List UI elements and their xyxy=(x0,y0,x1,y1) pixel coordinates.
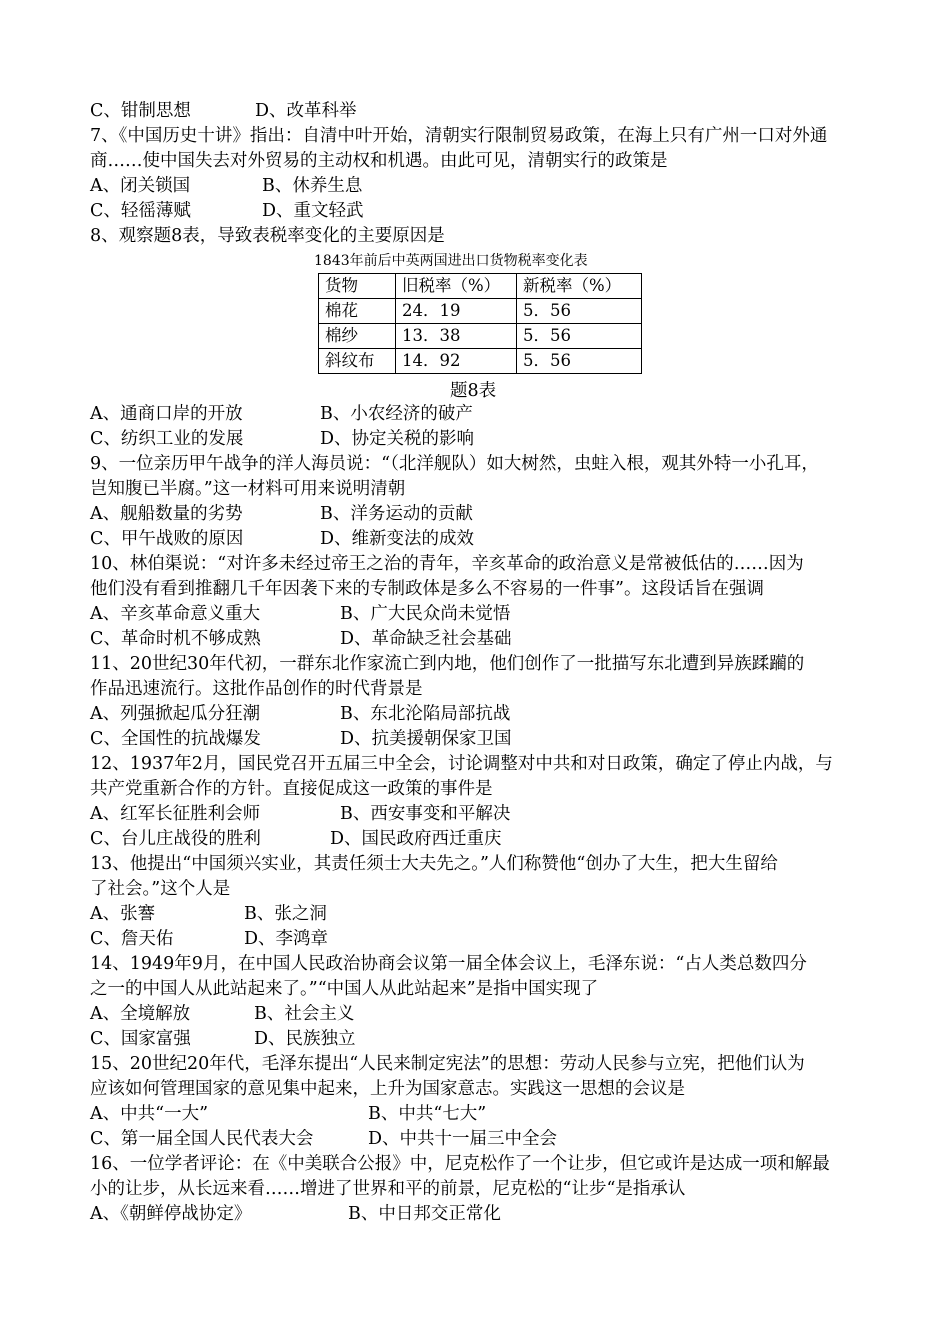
q16-stem-line-2: 小的让步，从长远来看……增进了世界和平的前景，尼克松的“让步“是指承认 xyxy=(90,1179,686,1199)
q7-stem-line-1: 7、《中国历史十讲》指出：自清中叶开始，清朝实行限制贸易政策，在海上只有广州一口对外通 xyxy=(90,126,828,146)
q15-option-b: B、中共“七大” xyxy=(368,1104,487,1124)
table-cell: 5．56 xyxy=(517,349,642,374)
table-header-row xyxy=(319,274,642,299)
q6-option-c: C、钳制思想 xyxy=(90,101,191,121)
q15-option-c: C、第一届全国人民代表大会 xyxy=(90,1129,314,1149)
q14-stem-line-2: 之一的中国人从此站起来了。”“中国人从此站起来”是指中国实现了 xyxy=(90,979,599,999)
q7-option-d: D、重文轻武 xyxy=(262,201,364,221)
table-cell: 24．19 xyxy=(396,299,517,324)
q7-option-c: C、轻徭薄赋 xyxy=(90,201,191,221)
q16-option-a: A、《朝鲜停战协定》 xyxy=(90,1204,252,1224)
q15-stem-line-2: 应该如何管理国家的意见集中起来，上升为国家意志。实践这一思想的会议是 xyxy=(90,1079,685,1099)
table-cell: 14．92 xyxy=(396,349,517,374)
q14-option-a: A、全境解放 xyxy=(90,1004,191,1024)
q10-stem-line-2: 他们没有看到推翻几千年因袭下来的专制政体是多么不容易的一件事”。这段话旨在强调 xyxy=(90,579,764,599)
q13-option-d: D、李鸿章 xyxy=(244,929,329,949)
q12-option-d: D、国民政府西迁重庆 xyxy=(330,829,502,849)
table-row xyxy=(319,324,642,349)
q10-option-a: A、辛亥革命意义重大 xyxy=(90,604,261,624)
table-header-cell: 新税率（%） xyxy=(517,274,642,299)
q9-option-a: A、舰船数量的劣势 xyxy=(90,504,243,524)
q11-stem-line-1: 11、20世纪30年代初，一群东北作家流亡到内地，他们创作了一批描写东北遭到异族蹂躏的 xyxy=(90,654,805,674)
q8-option-d: D、协定关税的影响 xyxy=(320,429,475,449)
table-cell: 5．56 xyxy=(517,324,642,349)
table-cell: 棉纱 xyxy=(319,324,396,349)
q8-option-c: C、纺织工业的发展 xyxy=(90,429,244,449)
table-cell: 5．56 xyxy=(517,299,642,324)
q12-option-a: A、红军长征胜利会师 xyxy=(90,804,261,824)
q14-option-d: D、民族独立 xyxy=(254,1029,356,1049)
q14-stem-line-1: 14、1949年9月，在中国人民政治协商会议第一届全体会议上，毛泽东说：“占人类总数四分 xyxy=(90,954,807,974)
q11-option-b: B、东北沦陷局部抗战 xyxy=(340,704,511,724)
q13-stem-line-2: 了社会。”这个人是 xyxy=(90,879,231,899)
q15-option-a: A、中共“一大” xyxy=(90,1104,209,1124)
q16-stem-line-1: 16、一位学者评论：在《中美联合公报》中，尼克松作了一个让步，但它或许是达成一项和解最 xyxy=(90,1154,830,1174)
q8-option-a: A、通商口岸的开放 xyxy=(90,404,243,424)
table-cell: 13．38 xyxy=(396,324,517,349)
q9-option-d: D、维新变法的成效 xyxy=(320,529,475,549)
table-row xyxy=(319,349,642,374)
q9-option-b: B、洋务运动的贡献 xyxy=(320,504,473,524)
q11-option-c: C、全国性的抗战爆发 xyxy=(90,729,261,749)
q14-option-b: B、社会主义 xyxy=(254,1004,355,1024)
q16-option-b: B、中日邦交正常化 xyxy=(348,1204,501,1224)
q10-option-c: C、革命时机不够成熟 xyxy=(90,629,261,649)
q10-stem-line-1: 10、林伯渠说：“对许多未经过帝王之治的青年，辛亥革命的政治意义是常被低估的……因为 xyxy=(90,554,804,574)
q7-option-a: A、闭关锁国 xyxy=(90,176,191,196)
q15-stem-line-1: 15、20世纪20年代，毛泽东提出“人民来制定宪法”的思想：劳动人民参与立宪，把他们认为 xyxy=(90,1054,805,1074)
q9-stem-line-1: 9、一位亲历甲午战争的洋人海员说：“（北洋舰队）如大树然，虫蛀入根，观其外特一小孔耳， xyxy=(90,454,819,474)
q6-option-d: D、改革科举 xyxy=(255,101,357,121)
q8-table-label: 题8表 xyxy=(450,381,497,401)
table-cell: 棉花 xyxy=(319,299,396,324)
q14-option-c: C、国家富强 xyxy=(90,1029,191,1049)
q8-option-b: B、小农经济的破产 xyxy=(320,404,473,424)
tax-rate-table xyxy=(318,273,642,374)
table-header-cell: 货物 xyxy=(319,274,396,299)
q7-option-b: B、休养生息 xyxy=(262,176,363,196)
table-cell: 斜纹布 xyxy=(319,349,396,374)
table-row xyxy=(319,299,642,324)
q13-option-a: A、张謇 xyxy=(90,904,156,924)
q12-stem-line-1: 12、1937年2月，国民党召开五届三中全会，讨论调整对中共和对日政策，确定了停止内战，与 xyxy=(90,754,833,774)
q10-option-d: D、革命缺乏社会基础 xyxy=(340,629,512,649)
q11-stem-line-2: 作品迅速流行。这批作品创作的时代背景是 xyxy=(90,679,423,699)
q12-option-c: C、台儿庄战役的胜利 xyxy=(90,829,261,849)
q7-stem-line-2: 商……使中国失去对外贸易的主动权和机遇。由此可见，清朝实行的政策是 xyxy=(90,151,668,171)
q11-option-d: D、抗美援朝保家卫国 xyxy=(340,729,512,749)
q9-option-c: C、甲午战败的原因 xyxy=(90,529,244,549)
q9-stem-line-2: 岂知腹已半腐。”这一材料可用来说明清朝 xyxy=(90,479,406,499)
table-header-cell: 旧税率（%） xyxy=(396,274,517,299)
q12-stem-line-2: 共产党重新合作的方针。直接促成这一政策的事件是 xyxy=(90,779,493,799)
q10-option-b: B、广大民众尚未觉悟 xyxy=(340,604,511,624)
q12-option-b: B、西安事变和平解决 xyxy=(340,804,511,824)
q13-option-c: C、詹天佑 xyxy=(90,929,174,949)
q11-option-a: A、列强掀起瓜分狂潮 xyxy=(90,704,261,724)
q15-option-d: D、中共十一届三中全会 xyxy=(368,1129,558,1149)
q13-option-b: B、张之洞 xyxy=(244,904,327,924)
q8-stem: 8、观察题8表，导致表税率变化的主要原因是 xyxy=(90,226,445,246)
q8-table-title: 1843年前后中英两国进出口货物税率变化表 xyxy=(314,253,588,269)
q13-stem-line-1: 13、他提出“中国须兴实业，其责任须士大夫先之。”人们称赞他“创办了大生，把大生留给 xyxy=(90,854,778,874)
